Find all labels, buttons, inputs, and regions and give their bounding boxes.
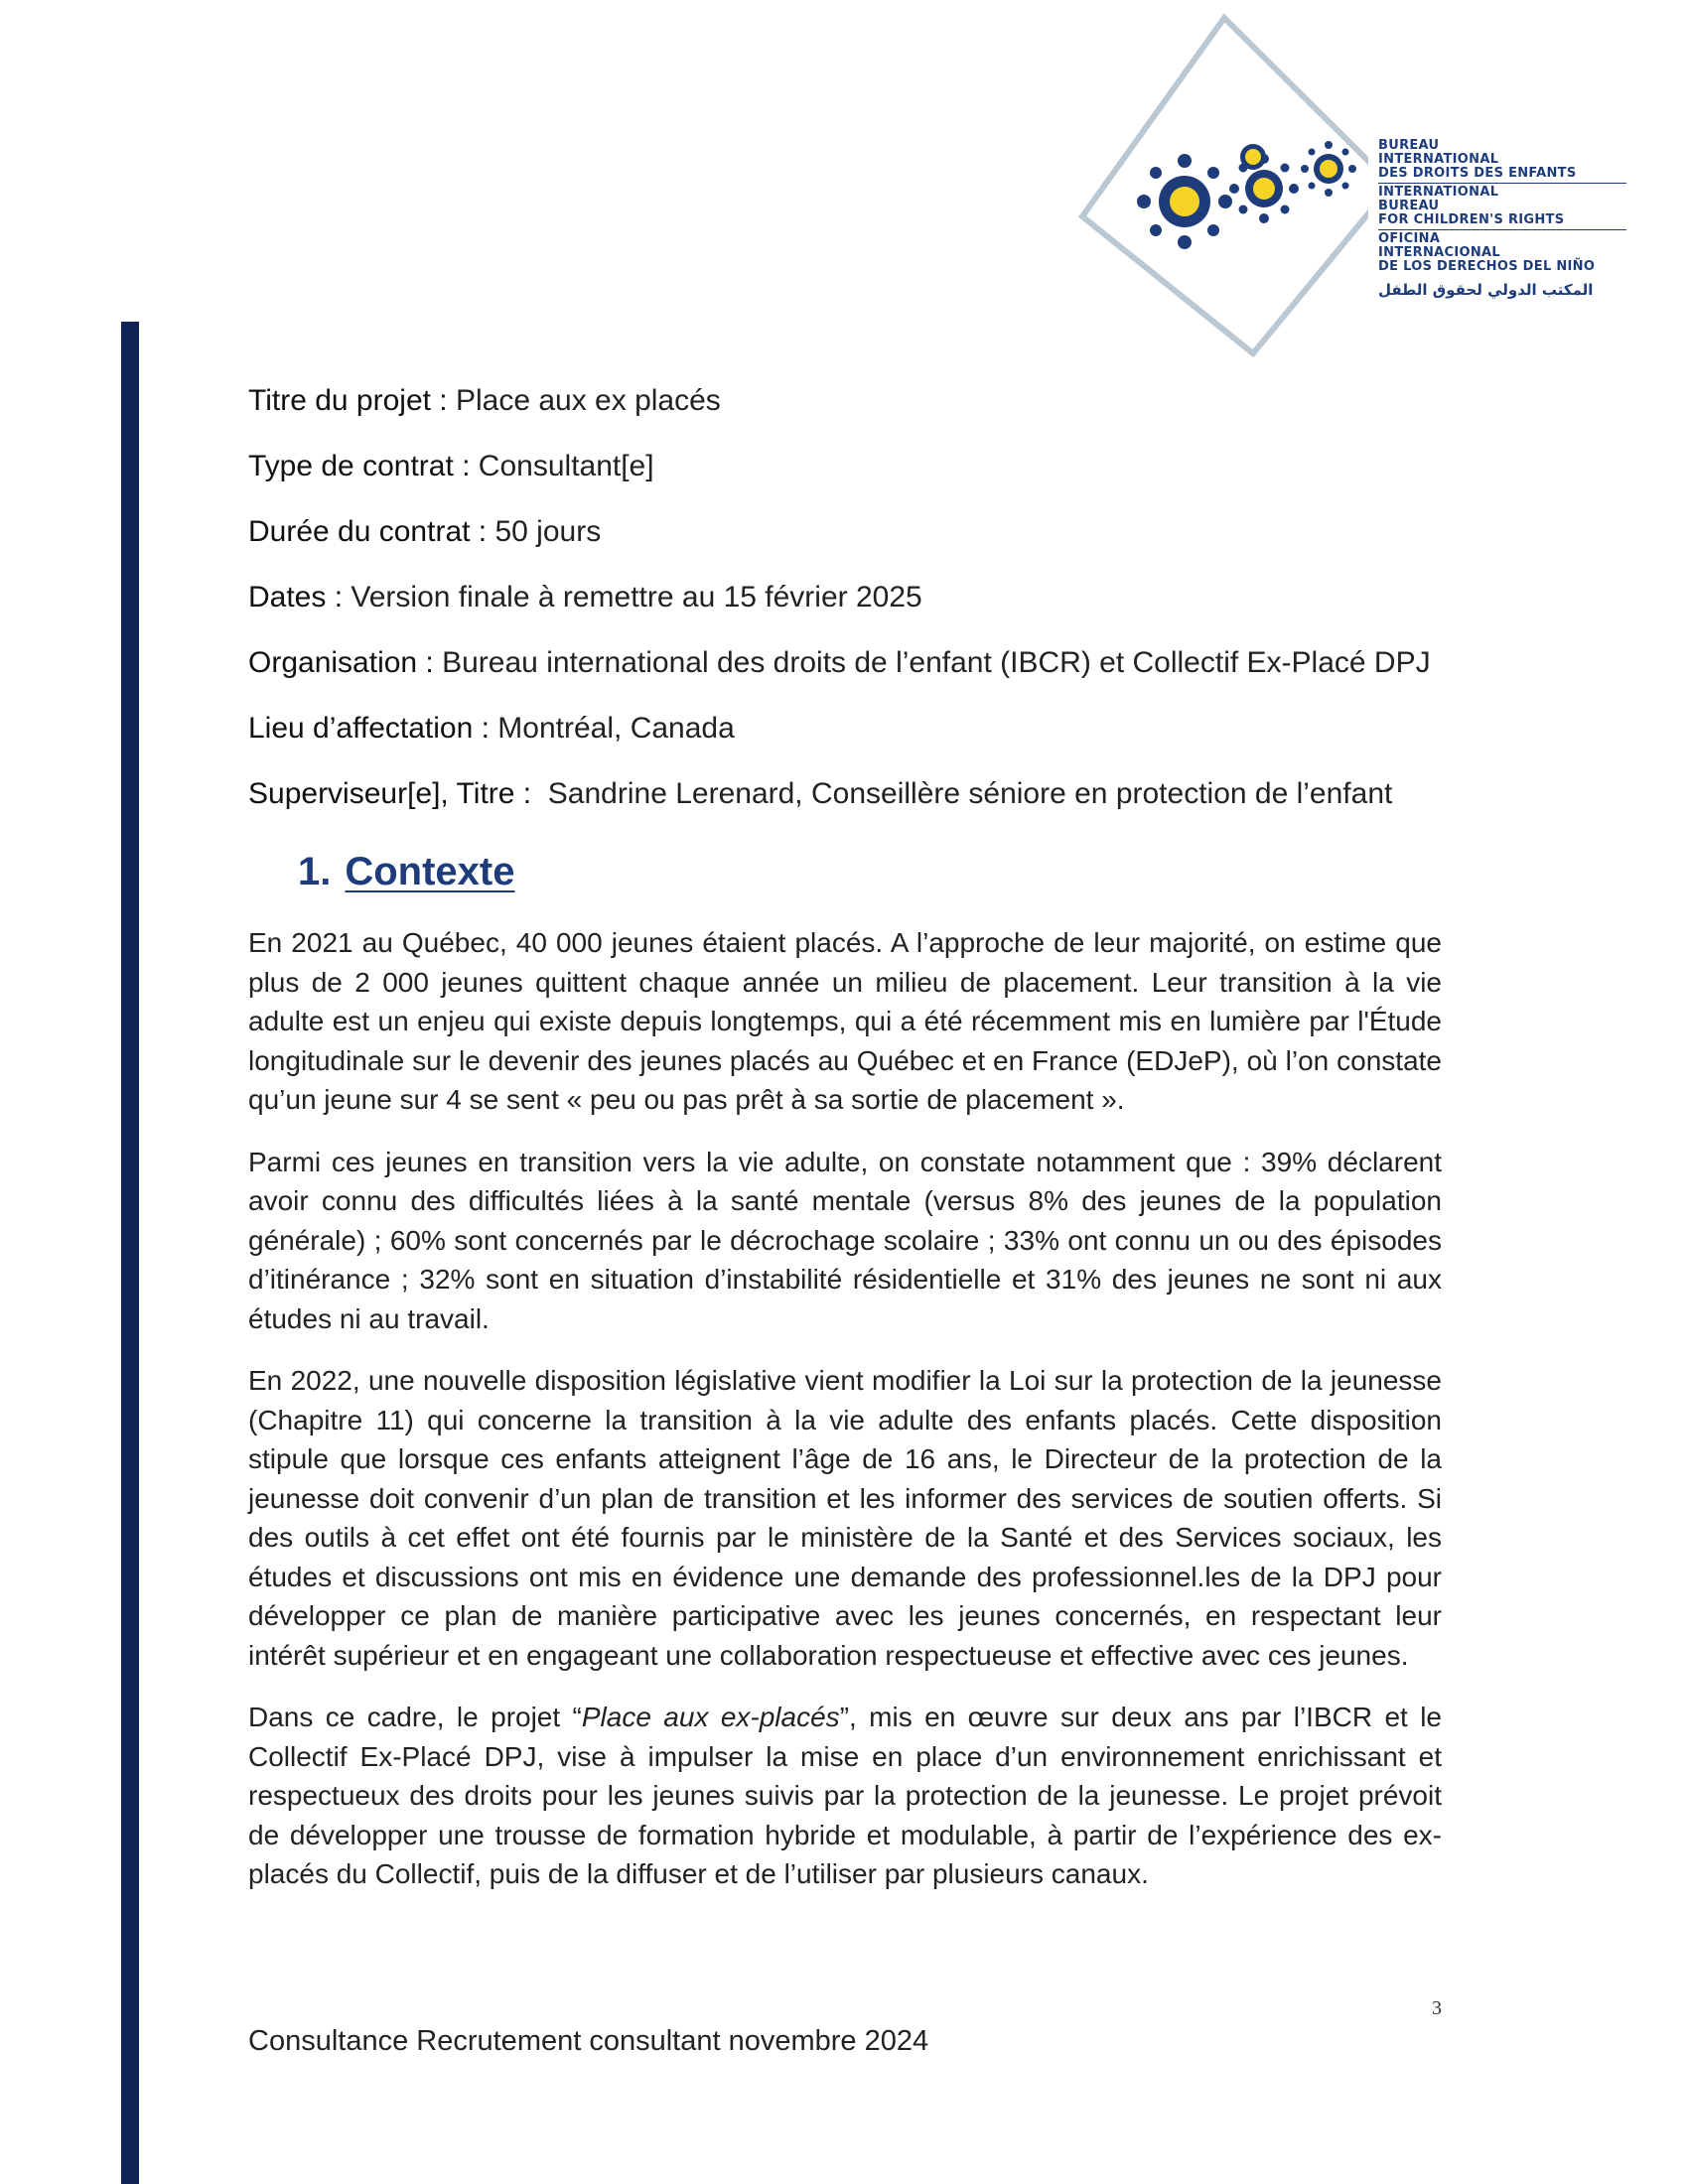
logo-text-en bbox=[1378, 183, 1626, 227]
paragraph-1: En 2021 au Québec, 40 000 jeunes étaient placés. A l’approche de leur majorité, on estime que plus de 2 000 jeunes quittent chaque année un milieu de placement. Leur transition à la vie adulte est un enjeu qui existe depuis longtemps, qui a été récemment mis en lumière par l'Étude longitudinale sur le devenir des jeunes placés au Québec et en France (EDJeP), où l’on constate qu’un jeune sur 4 se sent « peu ou pas prêt à sa sortie de placement ». bbox=[248, 927, 1442, 1115]
field-label: Type de contrat : bbox=[248, 450, 471, 482]
logo-text-ar: المكتب الدولي لحقوق الطفل bbox=[1378, 281, 1594, 299]
field-value: Bureau international des droits de l’enfant (IBCR) et Collectif Ex-Placé DPJ bbox=[433, 646, 1431, 679]
logo-line: BUREAU bbox=[1378, 199, 1440, 213]
field-supervisor bbox=[248, 770, 1442, 836]
field-contract-type bbox=[248, 443, 1442, 508]
field-project-title bbox=[248, 377, 1442, 443]
paragraph-2: Parmi ces jeunes en transition vers la vie adulte, on constate notamment que : 39% déclarent avoir connu des difficultés liées à la santé mentale (versus 8% des jeunes de la population générale) ; 60% sont concernés par le décrochage scolaire ; 33% ont connu un ou des épisodes d’itinérance ; 32% sont en situation d’instabilité résidentielle et 31% des jeunes ne sont ni aux études ni au travail. bbox=[248, 1146, 1442, 1334]
logo-line: FOR CHILDREN'S RIGHTS bbox=[1378, 212, 1565, 227]
field-value: 50 jours bbox=[487, 515, 602, 548]
ibcr-logo bbox=[1070, 10, 1626, 367]
logo-line: OFICINA bbox=[1378, 231, 1441, 246]
section-heading bbox=[298, 836, 1442, 923]
field-label: Superviseur[e], Titre : bbox=[248, 777, 532, 810]
field-location bbox=[248, 705, 1442, 770]
field-organisation bbox=[248, 639, 1442, 705]
field-value: Place aux ex placés bbox=[447, 384, 721, 417]
logo-line: DES DROITS DES ENFANTS bbox=[1378, 166, 1577, 181]
section-title: Contexte bbox=[345, 850, 515, 893]
field-label: Titre du projet : bbox=[248, 384, 448, 417]
paragraph-4-start: Dans ce cadre, le projet “ bbox=[248, 1702, 582, 1732]
project-name-italic: Place aux ex-placés bbox=[581, 1702, 840, 1732]
section-number: 1. bbox=[298, 850, 332, 893]
page-content bbox=[248, 377, 1442, 1917]
field-label: Organisation : bbox=[248, 646, 434, 679]
field-value: Version finale à remettre au 15 février 2025 bbox=[343, 581, 922, 614]
paragraph-4-end: ”, mis en œuvre sur deux ans par l’IBCR et le Collectif Ex-Placé DPJ, vise à impulser la mise en place d’un environnement enrichissant et respectueux des droits pour les jeunes suivis par la protection de la jeunesse. Le projet prévoit de développer une trousse de formation hybride et modulable, à partir de l’expérience des ex-placés du Collectif, puis de la diffuser et de l’utiliser par plusieurs canaux. bbox=[248, 1702, 1443, 1889]
logo-line: BUREAU bbox=[1378, 138, 1440, 153]
field-label: Lieu d’affectation : bbox=[248, 712, 490, 745]
logo-text-es bbox=[1378, 229, 1626, 274]
field-value: Montréal, Canada bbox=[489, 712, 735, 745]
paragraph-3: En 2022, une nouvelle disposition législative vient modifier la Loi sur la protection de la jeunesse (Chapitre 11) qui concerne la transition à la vie adulte des enfants placés. Cette disposition stipule que lorsque ces enfants atteignent l’âge de 16 ans, le Directeur de la protection de la jeunesse doit convenir d’un plan de transition et les informer des services de soutien offerts. Si des outils à cet effet ont été fournis par le ministère de la Santé et des Services sociaux, les études et discussions ont mis en évidence une demande des professionnel.les de la DPJ pour développer ce plan de manière participative avec les jeunes concernés, en respectant leur intérêt supérieur et en engageant une collaboration respectueuse et effective avec ces jeunes. bbox=[248, 1365, 1442, 1671]
logo-line: INTERNACIONAL bbox=[1378, 245, 1500, 260]
field-label: Durée du contrat : bbox=[248, 515, 488, 548]
field-value: Sandrine Lerenard, Conseillère séniore en protection de l’enfant bbox=[531, 777, 1393, 810]
field-dates bbox=[248, 574, 1442, 639]
logo-line: INTERNATIONAL bbox=[1378, 152, 1499, 167]
logo-text-fr bbox=[1378, 137, 1626, 181]
field-contract-duration bbox=[248, 508, 1442, 574]
logo-wordmark bbox=[1378, 137, 1626, 300]
left-accent-bar bbox=[121, 322, 139, 2184]
paragraph-4 bbox=[248, 1698, 1442, 1894]
field-label: Dates : bbox=[248, 581, 344, 614]
logo-line: DE LOS DERECHOS DEL NIÑO bbox=[1378, 259, 1596, 274]
field-value: Consultant[e] bbox=[470, 450, 654, 482]
logo-line: INTERNATIONAL bbox=[1378, 185, 1499, 200]
page-number: 3 bbox=[1432, 1997, 1442, 2019]
page-footer: Consultance Recrutement consultant novembre 2024 bbox=[248, 2025, 929, 2057]
